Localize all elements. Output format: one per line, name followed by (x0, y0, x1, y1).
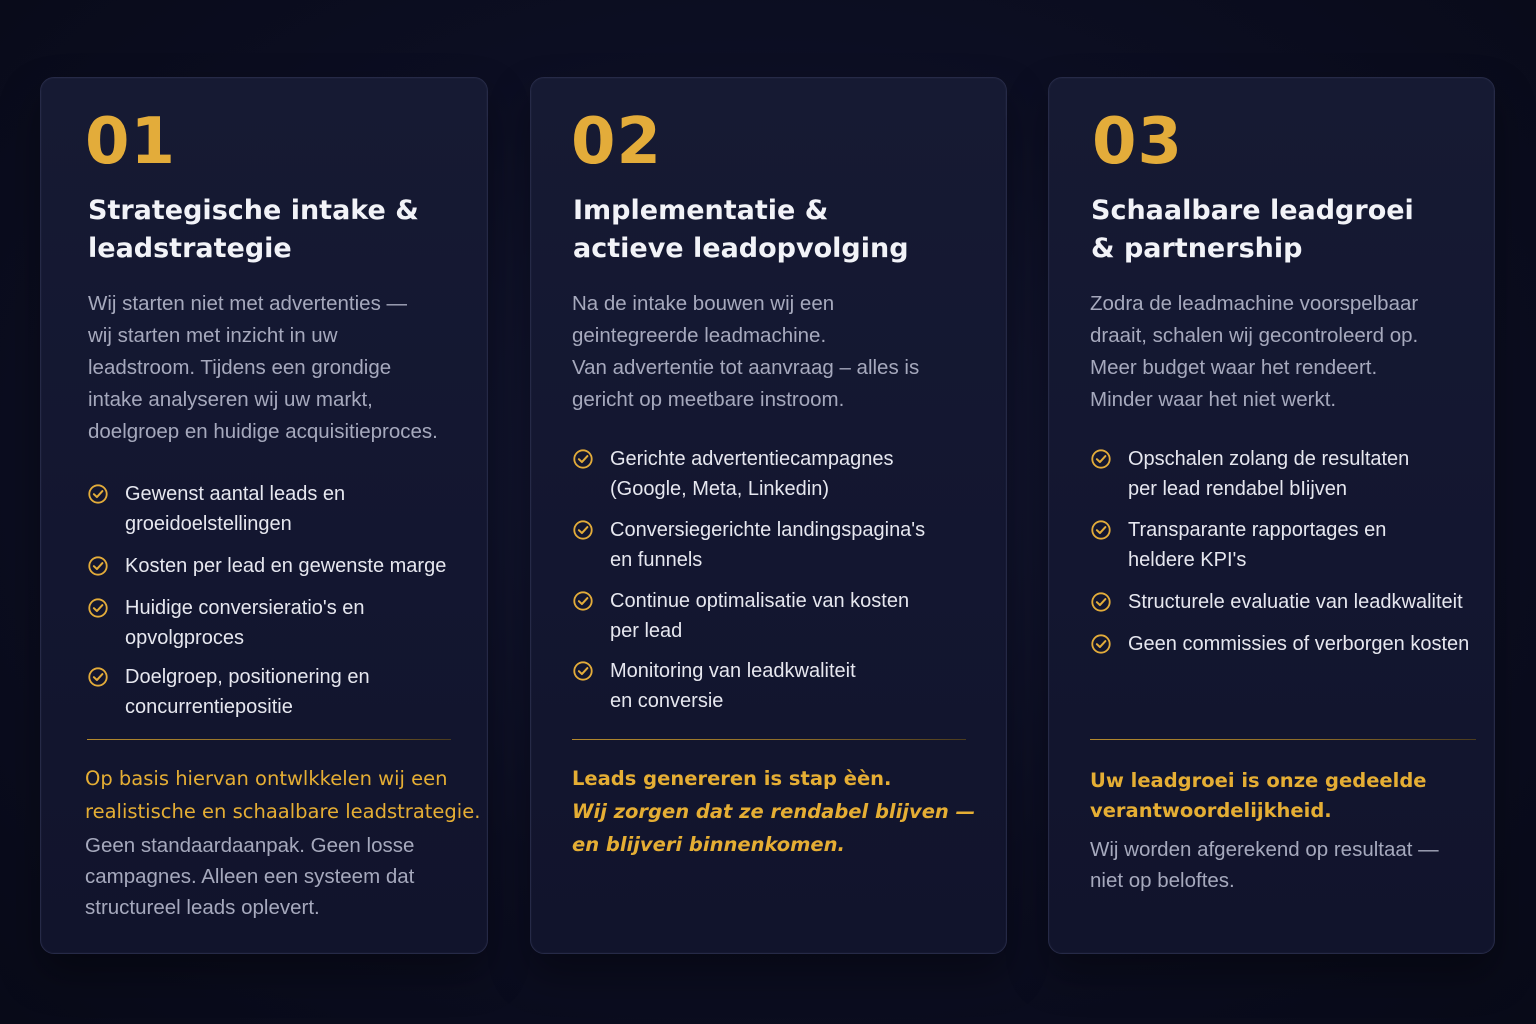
intro-line: draait, schalen wij gecontroleerd op. (1090, 324, 1419, 347)
highlight-text (85, 762, 480, 828)
outro-line: Wij worden afgerekend op resultaat — (1090, 838, 1439, 861)
check-line: Kosten per lead en gewenste marge (125, 555, 447, 577)
step-title-line: actieve leadopvolging (573, 233, 909, 264)
highlight-line: Wij zorgen dat ze rendabel blijven — (572, 800, 976, 823)
check-item (87, 662, 446, 722)
intro-line: geintegreerde leadmachine. (572, 324, 827, 347)
outro-line: campagnes. Alleen een systeem dat (85, 865, 415, 888)
check-line: per lead rendabel bIijven (1128, 478, 1348, 500)
intro-line: Minder waar het niet werkt. (1090, 388, 1337, 411)
check-circle-icon (1090, 633, 1112, 655)
highlight-line: en blijveri binnenkomen. (572, 833, 845, 856)
check-circle-icon (87, 483, 109, 505)
intro-line: Wij starten niet met advertenties — (88, 292, 408, 315)
outro-line: niet op beloftes. (1090, 869, 1235, 892)
step-intro (88, 288, 438, 448)
step-title (88, 192, 419, 268)
check-line: Opschalen zolang de resultaten (1128, 448, 1410, 470)
divider (572, 739, 966, 740)
check-circle-icon (572, 590, 594, 612)
check-circle-icon (1090, 591, 1112, 613)
intro-line: Van advertentie tot aanvraag – alles is (572, 356, 920, 379)
highlight-text (572, 762, 975, 861)
check-item (87, 551, 446, 581)
intro-line: doelgroep en huidige acquisitieproces. (88, 420, 438, 443)
check-line: opvolgproces (125, 627, 244, 649)
check-item (87, 593, 446, 653)
step-outro (1090, 834, 1439, 896)
highlight-line: Leads genereren is stap èèn. (572, 767, 892, 790)
check-line: Doelgroep, positionering en (125, 666, 370, 688)
checklist (572, 444, 925, 716)
step-card-1 (40, 77, 488, 954)
check-item (1090, 515, 1469, 575)
checklist (87, 479, 446, 722)
check-line: Gewenst aantal leads en (125, 483, 346, 505)
check-item (1090, 444, 1469, 504)
check-line: heldere KPI's (1128, 549, 1247, 571)
check-line: Monitoring van leadkwaliteit (610, 660, 856, 682)
check-line: groeidoelstellingen (125, 513, 292, 535)
check-line: Huidige conversieratio's en (125, 597, 365, 619)
check-circle-icon (572, 448, 594, 470)
intro-line: Zodra de leadmachine voorspelbaar (1090, 292, 1419, 315)
check-circle-icon (87, 597, 109, 619)
step-title-line: Schaalbare leadgroei (1091, 195, 1414, 226)
intro-line: gericht op meetbare instroom. (572, 388, 845, 411)
checklist (1090, 444, 1469, 659)
check-item (1090, 587, 1469, 617)
check-circle-icon (87, 666, 109, 688)
step-title-line: Strategische intake & (88, 195, 419, 226)
intro-line: intake analyseren wij uw markt, (88, 388, 373, 411)
check-item (572, 586, 925, 646)
outro-line: structureel leads oplevert. (85, 896, 320, 919)
intro-line: wij starten met inzicht in uw (88, 324, 338, 347)
step-number: 02 (571, 105, 663, 179)
check-line: Continue optimalisatie van kosten (610, 590, 910, 612)
step-title (573, 192, 909, 268)
check-circle-icon (87, 555, 109, 577)
check-circle-icon (1090, 519, 1112, 541)
check-line: en funnels (610, 549, 703, 571)
intro-line: Na de intake bouwen wij een (572, 292, 835, 315)
step-card-3 (1048, 77, 1495, 954)
check-line: per lead (610, 620, 683, 642)
check-line: en conversie (610, 690, 724, 712)
check-circle-icon (572, 660, 594, 682)
step-title (1091, 192, 1414, 268)
divider (1090, 739, 1476, 740)
step-number: 01 (85, 105, 177, 179)
step-outro (85, 830, 414, 923)
step-title-line: & partnership (1091, 233, 1303, 264)
intro-line: Meer budget waar het rendeert. (1090, 356, 1378, 379)
check-item (572, 656, 925, 716)
check-line: Structurele evaluatie van leadkwaliteit (1128, 591, 1463, 613)
step-title-line: leadstrategie (88, 233, 292, 264)
outro-line: Geen standaardaanpak. Geen losse (85, 834, 415, 857)
check-line: Transparante rapportages en (1128, 519, 1387, 541)
highlight-line: realistische en schaalbare leadstrategie. (85, 800, 481, 823)
highlight-line: verantwoordelijkheid. (1090, 799, 1332, 822)
check-item (1090, 629, 1469, 659)
check-line: Gerichte advertentiecampagnes (610, 448, 894, 470)
check-item (572, 515, 925, 575)
check-item (572, 444, 925, 504)
step-intro (1090, 288, 1418, 416)
check-line: concurrentiepositie (125, 696, 293, 718)
check-circle-icon (572, 519, 594, 541)
check-line: (Google, Meta, Linkedin) (610, 478, 830, 500)
highlight-line: Op basis hiervan ontwlkkelen wij een (85, 767, 448, 790)
highlight-line: Uw leadgroei is onze gedeelde (1090, 769, 1427, 792)
check-item (87, 479, 446, 539)
check-circle-icon (1090, 448, 1112, 470)
step-card-2 (530, 77, 1007, 954)
step-title-line: Implementatie & (573, 195, 829, 226)
check-line: Geen commissies of verborgen kosten (1128, 633, 1470, 655)
check-line: Conversiegerichte landingspagina's (610, 519, 926, 541)
divider (87, 739, 451, 740)
intro-line: leadstroom. Tijdens een grondige (88, 356, 392, 379)
highlight-text (1090, 766, 1427, 826)
step-intro (572, 288, 919, 416)
step-number: 03 (1092, 105, 1184, 179)
